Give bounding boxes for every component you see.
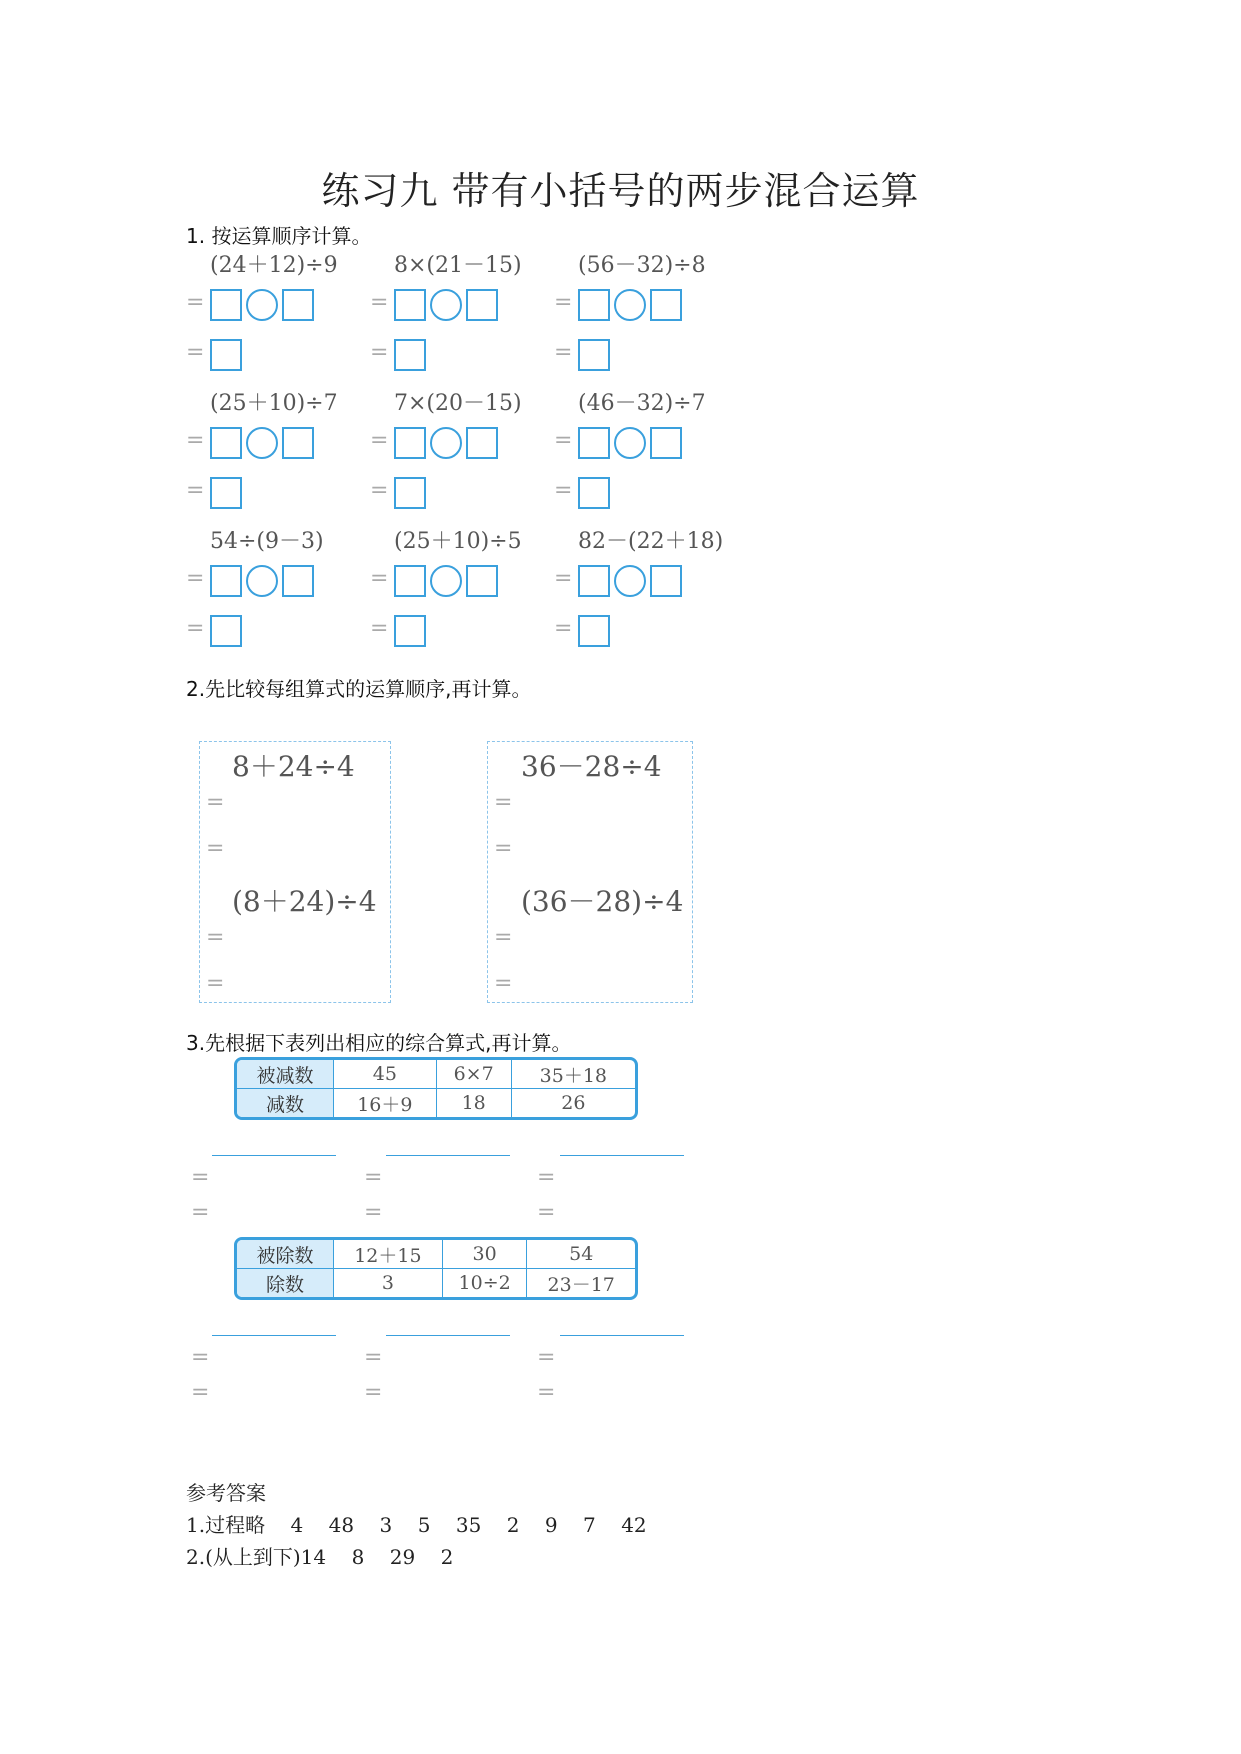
answer-box[interactable] [578,565,610,597]
operator-circle[interactable] [246,289,278,321]
equals-sign: = [370,478,389,503]
table-cell: 54 [527,1240,635,1269]
answer-box[interactable] [578,289,610,321]
section2-heading: 2.先比较每组算式的运算顺序,再计算。 [186,677,532,701]
table-cell: 12＋15 [334,1240,443,1269]
equals-sign: = [370,428,389,453]
answer-box[interactable] [466,427,498,459]
answer-box[interactable] [650,565,682,597]
equals-sign: = [191,1200,210,1225]
table-cell: 10÷2 [442,1269,527,1298]
equals-sign: = [554,478,573,503]
table-cell: 16＋9 [334,1089,437,1118]
problem-expression: (56－32)÷8 [578,253,706,278]
table-cell: 35＋18 [511,1060,635,1089]
answer-box[interactable] [282,565,314,597]
equals-sign: = [554,340,573,365]
answer-box[interactable] [394,565,426,597]
answer-box[interactable] [466,289,498,321]
operator-circle[interactable] [430,289,462,321]
equals-sign: = [206,971,225,996]
equals-sign: = [370,290,389,315]
equals-sign: = [186,428,205,453]
equals-sign: = [206,790,225,815]
row-label-dividend: 被除数 [237,1240,334,1269]
answer-box[interactable] [650,427,682,459]
result-box[interactable] [394,339,426,371]
equals-sign: = [191,1380,210,1405]
equals-sign: = [537,1380,556,1405]
equals-sign: = [364,1165,383,1190]
answer-box[interactable] [650,289,682,321]
problem-expression: 7×(20－15) [394,391,522,416]
answer-box[interactable] [578,427,610,459]
problem-expression: 8×(21－15) [394,253,522,278]
equals-sign: = [186,566,205,591]
equals-sign: = [554,616,573,641]
equals-sign: = [191,1345,210,1370]
table-cell: 3 [334,1269,443,1298]
operator-circle[interactable] [614,427,646,459]
equals-sign: = [186,616,205,641]
result-box[interactable] [394,477,426,509]
equals-sign: = [537,1200,556,1225]
answers-line-1: 1.过程略 4 48 3 5 35 2 9 7 42 [186,1513,647,1537]
table-cell: 18 [436,1089,511,1118]
equals-sign: = [370,340,389,365]
answer-line[interactable] [560,1335,684,1336]
equals-sign: = [186,340,205,365]
equals-sign: = [494,925,513,950]
operator-circle[interactable] [430,565,462,597]
equals-sign: = [494,971,513,996]
equals-sign: = [206,836,225,861]
table-cell: 6×7 [436,1060,511,1089]
table-cell: 45 [334,1060,437,1089]
answer-box[interactable] [394,289,426,321]
compare-expr-1b: (8＋24)÷4 [232,885,377,918]
equals-sign: = [554,290,573,315]
answer-line[interactable] [386,1335,510,1336]
compare-expr-2b: (36－28)÷4 [521,885,684,918]
equals-sign: = [191,1165,210,1190]
operator-circle[interactable] [614,289,646,321]
answer-line[interactable] [560,1155,684,1156]
equals-sign: = [370,566,389,591]
result-box[interactable] [394,615,426,647]
result-box[interactable] [210,339,242,371]
answer-line[interactable] [212,1155,336,1156]
answer-box[interactable] [210,427,242,459]
row-label-subtrahend: 减数 [237,1089,334,1118]
subtraction-table [234,1057,638,1120]
section3-heading: 3.先根据下表列出相应的综合算式,再计算。 [186,1031,572,1055]
answer-box[interactable] [466,565,498,597]
equals-sign: = [364,1200,383,1225]
operator-circle[interactable] [614,565,646,597]
equals-sign: = [186,478,205,503]
operator-circle[interactable] [246,565,278,597]
answer-line[interactable] [386,1155,510,1156]
division-table [234,1237,638,1300]
compare-expr-2a: 36－28÷4 [521,750,662,783]
result-box[interactable] [210,615,242,647]
equals-sign: = [494,790,513,815]
equals-sign: = [206,925,225,950]
equals-sign: = [537,1345,556,1370]
result-box[interactable] [578,339,610,371]
table-cell: 30 [442,1240,527,1269]
result-box[interactable] [578,615,610,647]
result-box[interactable] [210,477,242,509]
problem-expression: (25＋10)÷7 [210,391,338,416]
equals-sign: = [364,1345,383,1370]
row-label-divisor: 除数 [237,1269,334,1298]
row-label-minuend: 被减数 [237,1060,334,1089]
answer-box[interactable] [282,289,314,321]
compare-expr-1a: 8＋24÷4 [232,750,355,783]
table-cell: 23－17 [527,1269,635,1298]
answer-box[interactable] [394,427,426,459]
problem-expression: 54÷(9－3) [210,529,324,554]
problem-expression: (25＋10)÷5 [394,529,522,554]
result-box[interactable] [578,477,610,509]
equals-sign: = [364,1380,383,1405]
answer-box[interactable] [210,565,242,597]
answer-box[interactable] [210,289,242,321]
equals-sign: = [537,1165,556,1190]
problem-expression: (24＋12)÷9 [210,253,338,278]
equals-sign: = [554,428,573,453]
equals-sign: = [186,290,205,315]
answers-heading: 参考答案 [186,1481,266,1505]
equals-sign: = [554,566,573,591]
page-title: 练习九 带有小括号的两步混合运算 [321,169,920,213]
operator-circle[interactable] [246,427,278,459]
table-cell: 26 [511,1089,635,1118]
answer-box[interactable] [282,427,314,459]
answers-line-2: 2.(从上到下)14 8 29 2 [186,1545,454,1569]
operator-circle[interactable] [430,427,462,459]
equals-sign: = [494,836,513,861]
section1-heading: 1. 按运算顺序计算。 [186,224,372,248]
equals-sign: = [370,616,389,641]
answer-line[interactable] [212,1335,336,1336]
problem-expression: 82－(22＋18) [578,529,724,554]
problem-expression: (46－32)÷7 [578,391,706,416]
